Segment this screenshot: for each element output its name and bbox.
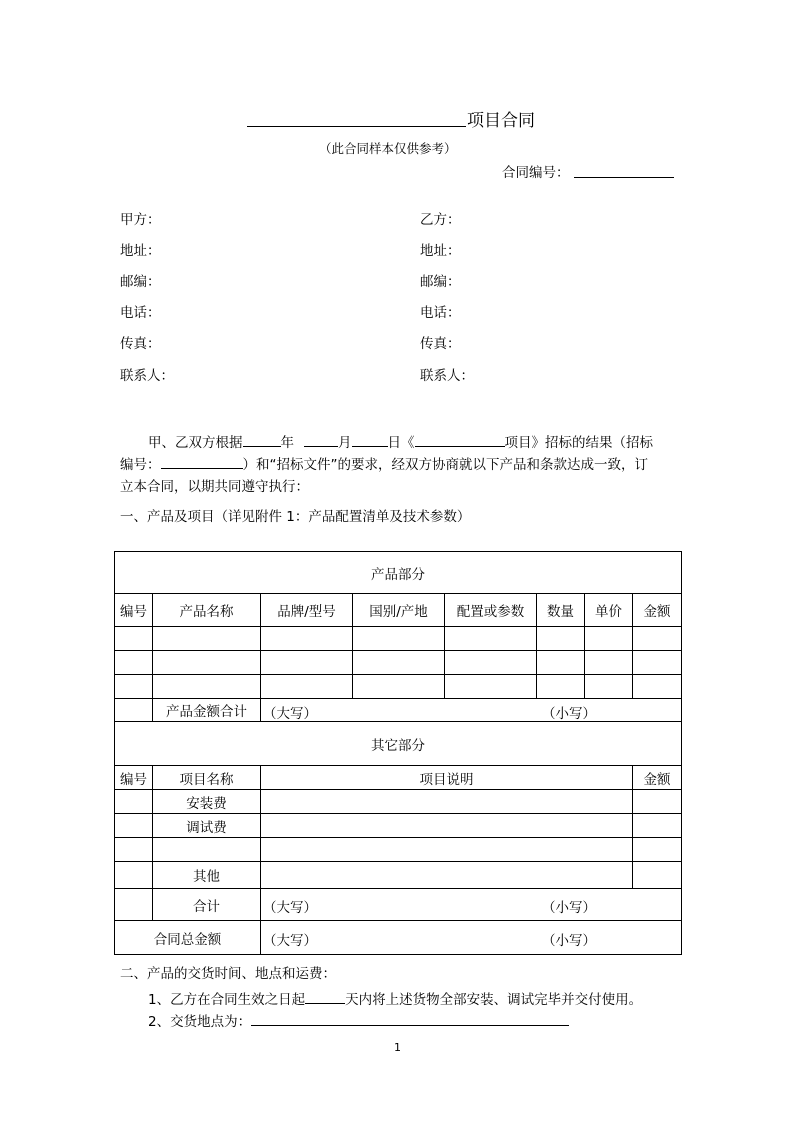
- table-cell[interactable]: [153, 651, 261, 675]
- table-cell[interactable]: [585, 651, 633, 675]
- year-blank: [243, 433, 281, 447]
- days-blank: [305, 990, 345, 1004]
- col-header-amount: 金额: [633, 594, 682, 627]
- table-cell[interactable]: [585, 675, 633, 699]
- col-header-unit-price: 单价: [585, 594, 633, 627]
- party-a-contact-label: 联系人：: [120, 368, 174, 384]
- product-section-row: [115, 552, 682, 594]
- table-cell[interactable]: [537, 627, 585, 651]
- product-total-row: [115, 699, 682, 722]
- other-header-row: [115, 766, 682, 790]
- project-blank: [415, 433, 505, 447]
- table-cell[interactable]: [261, 814, 633, 838]
- table-row: [115, 838, 682, 862]
- item-1-text: 1、乙方在合同生效之日起: [148, 992, 306, 1008]
- party-b-fax-label: 传真：: [420, 336, 461, 352]
- xiaoxie-label: （小写）: [542, 900, 596, 916]
- col-header-country-origin: 国别/产地: [353, 594, 445, 627]
- item-2-text: 2、交货地点为：: [148, 1014, 252, 1030]
- bid-no-label: 编号：: [120, 457, 161, 473]
- table-cell[interactable]: [633, 814, 682, 838]
- contract-no-label: 合同编号：: [502, 165, 570, 181]
- grand-total-amount[interactable]: [261, 921, 682, 955]
- table-cell[interactable]: [115, 814, 153, 838]
- table-cell[interactable]: [153, 675, 261, 699]
- contract-table: [114, 551, 682, 955]
- table-cell[interactable]: [261, 862, 633, 889]
- table-cell[interactable]: [633, 862, 682, 889]
- table-row: [115, 790, 682, 814]
- intro-text-3: ）和“招标文件”的要求，经双方协商就以下产品和条款达成一致，订: [242, 457, 648, 473]
- party-a-postcode-label: 邮编：: [120, 274, 161, 290]
- table-cell[interactable]: [353, 627, 445, 651]
- table-cell[interactable]: [445, 627, 537, 651]
- table-cell[interactable]: [445, 651, 537, 675]
- delivery-place-blank: [251, 1012, 569, 1026]
- party-b-postcode-label: 邮编：: [420, 274, 461, 290]
- col-header-brand-model: 品牌/型号: [261, 594, 353, 627]
- product-section-title: 产品部分: [115, 552, 682, 594]
- subtotal-amount[interactable]: [261, 889, 682, 921]
- party-a-phone-label: 电话：: [120, 305, 161, 321]
- table-cell[interactable]: [261, 790, 633, 814]
- table-cell[interactable]: [115, 675, 153, 699]
- table-cell[interactable]: [261, 627, 353, 651]
- other-col-header-amount: 金额: [633, 766, 682, 790]
- table-cell[interactable]: [537, 675, 585, 699]
- party-b-address-label: 地址：: [420, 243, 461, 259]
- table-cell[interactable]: [633, 838, 682, 862]
- table-cell[interactable]: [353, 651, 445, 675]
- other-section-title: 其它部分: [115, 722, 682, 766]
- table-cell: [115, 699, 153, 722]
- table-row: [115, 814, 682, 838]
- item-debug-fee: 调试费: [153, 814, 261, 838]
- month-label: 月: [338, 435, 352, 451]
- grand-total-row: [115, 921, 682, 955]
- subtitle: （此合同样本仅供参考）: [319, 141, 457, 156]
- daxie-label: （大写）: [263, 706, 317, 722]
- party-a-label: 甲方：: [120, 212, 161, 228]
- page-title: 项目合同: [467, 111, 535, 131]
- other-col-header-no: 编号: [115, 766, 153, 790]
- intro-line-1: [148, 431, 653, 451]
- section-2-item-1: [148, 988, 642, 1008]
- table-row: [115, 627, 682, 651]
- table-cell[interactable]: [633, 651, 682, 675]
- bid-no-blank: [161, 455, 243, 469]
- section-2-heading: 二、产品的交货时间、地点和运费：: [120, 966, 336, 982]
- product-header-row: [115, 594, 682, 627]
- daxie-label: （大写）: [263, 933, 317, 949]
- party-b-phone-label: 电话：: [420, 305, 461, 321]
- table-cell[interactable]: [633, 790, 682, 814]
- table-cell[interactable]: [115, 790, 153, 814]
- party-b-contact-label: 联系人：: [420, 368, 474, 384]
- item-other: 其他: [153, 862, 261, 889]
- col-header-config: 配置或参数: [445, 594, 537, 627]
- table-cell[interactable]: [633, 627, 682, 651]
- table-cell[interactable]: [261, 651, 353, 675]
- table-row: [115, 862, 682, 889]
- section-1-heading: 一、产品及项目（详见附件 1：产品配置清单及技术参数）: [120, 509, 471, 525]
- table-row: [115, 651, 682, 675]
- day-blank: [352, 433, 388, 447]
- intro-line-2: [120, 453, 648, 473]
- table-cell[interactable]: [115, 862, 153, 889]
- item-blank[interactable]: [153, 838, 261, 862]
- grand-total-label: 合同总金额: [115, 921, 261, 955]
- table-cell[interactable]: [445, 675, 537, 699]
- table-cell[interactable]: [633, 675, 682, 699]
- other-col-header-item-name: 项目名称: [153, 766, 261, 790]
- product-total-label: 产品金额合计: [153, 699, 261, 722]
- col-header-no: 编号: [115, 594, 153, 627]
- other-col-header-description: 项目说明: [261, 766, 633, 790]
- year-label: 年: [280, 435, 294, 451]
- party-a-fax-label: 传真：: [120, 336, 161, 352]
- table-cell[interactable]: [261, 838, 633, 862]
- title-blank-line: [247, 126, 466, 127]
- table-cell[interactable]: [261, 675, 353, 699]
- col-header-quantity: 数量: [537, 594, 585, 627]
- party-b-label: 乙方：: [420, 212, 461, 228]
- intro-line-3: 立本合同，以期共同遵守执行：: [120, 479, 309, 495]
- party-a-address-label: 地址：: [120, 243, 161, 259]
- table-cell: [115, 889, 153, 921]
- product-total-amount[interactable]: [261, 699, 682, 722]
- table-cell[interactable]: [537, 651, 585, 675]
- intro-text-2: 项目》招标的结果（招标: [504, 435, 653, 451]
- table-row: [115, 675, 682, 699]
- page-number: 1: [394, 1041, 401, 1054]
- day-label: 日《: [387, 435, 415, 451]
- xiaoxie-label: （小写）: [542, 933, 596, 949]
- daxie-label: （大写）: [263, 900, 317, 916]
- other-section-row: [115, 722, 682, 766]
- table-cell[interactable]: [153, 627, 261, 651]
- subtotal-row: [115, 889, 682, 921]
- contract-no-blank: [574, 177, 674, 178]
- section-2-item-2: [148, 1010, 569, 1030]
- table-cell[interactable]: [353, 675, 445, 699]
- subtotal-label: 合计: [153, 889, 261, 921]
- intro-text: 甲、乙双方根据: [148, 435, 243, 451]
- table-cell[interactable]: [585, 627, 633, 651]
- table-cell[interactable]: [115, 651, 153, 675]
- table-cell[interactable]: [115, 627, 153, 651]
- xiaoxie-label: （小写）: [542, 706, 596, 722]
- month-blank: [304, 433, 338, 447]
- item-1-text-2: 天内将上述货物全部安装、调试完毕并交付使用。: [345, 992, 643, 1008]
- col-header-product-name: 产品名称: [153, 594, 261, 627]
- item-install-fee: 安装费: [153, 790, 261, 814]
- table-cell[interactable]: [115, 838, 153, 862]
